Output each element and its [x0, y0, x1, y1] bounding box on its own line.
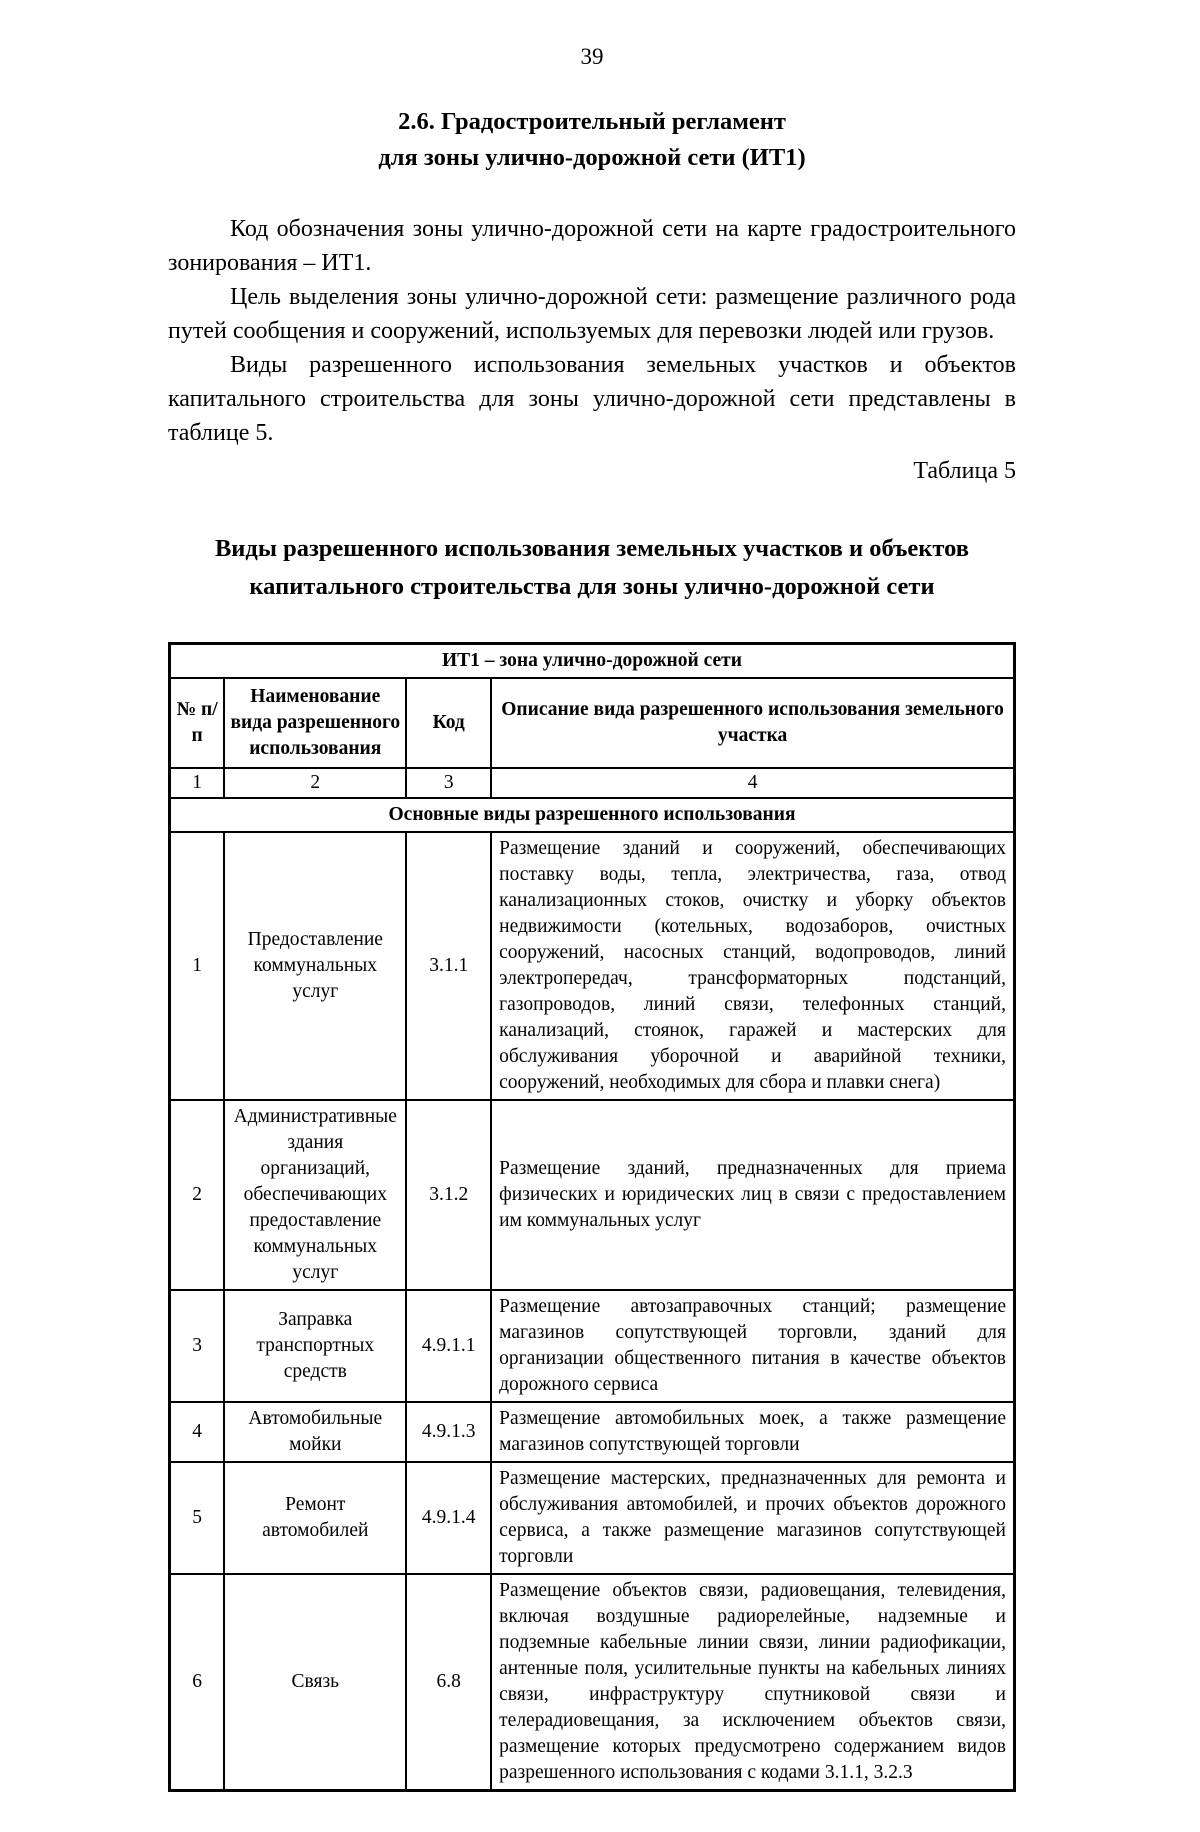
- land-use-table: [168, 642, 1016, 1792]
- row-description: Размещение зданий и сооружений, обеспечивающих поставку воды, тепла, электричества, газа, отвод канализационных стоков, очистку и уборку объектов недвижимости (котельных, водозаборов, очистных сооружений, насосных станций, водопроводов, линий электропередач, трансформаторных подстанций, газопроводов, линий связи, телефонных станций, канализаций, стоянок, гаражей и мастерских для обслуживания уборочной и аварийной техники, сооружений, необходимых для сбора и плавки снега): [491, 832, 1014, 1100]
- column-number-row: [170, 768, 1015, 798]
- row-use-name: Предоставление коммунальных услуг: [224, 832, 406, 1100]
- title-line-2: для зоны улично-дорожной сети (ИТ1): [378, 144, 806, 171]
- row-description: Размещение автомобильных моек, а также размещение магазинов сопутствующей торговли: [491, 1402, 1014, 1462]
- table-caption: Виды разрешенного использования земельных участков и объектов капитального строительства для зоны улично-дорожной сети: [214, 535, 970, 600]
- table-row: [170, 1462, 1015, 1574]
- row-use-name: Ремонт автомобилей: [224, 1462, 406, 1574]
- table-reference-label: Таблица 5: [913, 458, 1016, 484]
- row-code: 4.9.1.4: [406, 1462, 491, 1574]
- table-header-row: [170, 678, 1015, 768]
- table-row: [170, 1402, 1015, 1462]
- column-number-2: 2: [224, 768, 406, 798]
- title-line-1: 2.6. Градостроительный регламент: [398, 108, 786, 135]
- table-section-header-row: [170, 798, 1015, 832]
- row-use-name: Заправка транспортных средств: [224, 1290, 406, 1402]
- row-description: Размещение мастерских, предназначенных для ремонта и обслуживания автомобилей, и прочих объектов дорожного сервиса, а также размещение магазинов сопутствующей торговли: [491, 1462, 1014, 1574]
- table-row: [170, 1100, 1015, 1290]
- table-row: [170, 1290, 1015, 1402]
- row-code: 6.8: [406, 1574, 491, 1791]
- row-number: 5: [170, 1462, 225, 1574]
- column-header-code: Код: [406, 678, 491, 768]
- table-row: [170, 1574, 1015, 1791]
- body-text: [168, 212, 1016, 450]
- paragraph-zone-purpose: Цель выделения зоны улично-дорожной сети: размещение различного рода путей сообщения и сооружений, используемых для перевозки людей или грузов.: [168, 284, 1016, 344]
- row-use-name: Административные здания организаций, обеспечивающих предоставление коммунальных услуг: [224, 1100, 406, 1290]
- table-zone-header-row: [170, 644, 1015, 679]
- column-number-4: 4: [491, 768, 1014, 798]
- row-use-name: Автомобильные мойки: [224, 1402, 406, 1462]
- table-zone-header: ИТ1 – зона улично-дорожной сети: [170, 644, 1015, 679]
- column-header-description: Описание вида разрешенного использования земельного участка: [491, 678, 1014, 768]
- column-number-3: 3: [406, 768, 491, 798]
- document-title: [168, 104, 1016, 176]
- row-description: Размещение объектов связи, радиовещания, телевидения, включая воздушные радиорелейные, надземные и подземные кабельные линии связи, линии радиофикации, антенные поля, усилительные пункты на кабельных линиях связи, инфраструктуру спутниковой связи и телерадиовещания, за исключением объектов связи, размещение которых предусмотрено содержанием видов разрешенного использования с кодами 3.1.1, 3.2.3: [491, 1574, 1014, 1791]
- row-description: Размещение зданий, предназначенных для приема физических и юридических лиц в связи с предоставлением им коммунальных услуг: [491, 1100, 1014, 1290]
- page-number: 39: [580, 44, 604, 69]
- row-description: Размещение автозаправочных станций; размещение магазинов сопутствующей торговли, зданий для организации общественного питания в качестве объектов дорожного сервиса: [491, 1290, 1014, 1402]
- row-number: 4: [170, 1402, 225, 1462]
- row-number: 3: [170, 1290, 225, 1402]
- row-number: 1: [170, 832, 225, 1100]
- row-code: 3.1.2: [406, 1100, 491, 1290]
- column-number-1: 1: [170, 768, 225, 798]
- column-header-num: № п/п: [170, 678, 225, 768]
- row-code: 4.9.1.3: [406, 1402, 491, 1462]
- table-section-header: Основные виды разрешенного использования: [170, 798, 1015, 832]
- paragraph-zone-code: Код обозначения зоны улично-дорожной сети на карте градостроительного зонирования – ИТ1.: [168, 216, 1016, 276]
- row-code: 3.1.1: [406, 832, 491, 1100]
- row-number: 6: [170, 1574, 225, 1791]
- row-code: 4.9.1.1: [406, 1290, 491, 1402]
- paragraph-table-intro: Виды разрешенного использования земельных участков и объектов капитального строительства для зоны улично-дорожной сети представлены в таблице 5.: [168, 352, 1016, 446]
- row-use-name: Связь: [224, 1574, 406, 1791]
- row-number: 2: [170, 1100, 225, 1290]
- column-header-name: Наименование вида разрешенного использования: [224, 678, 406, 768]
- table-row: [170, 832, 1015, 1100]
